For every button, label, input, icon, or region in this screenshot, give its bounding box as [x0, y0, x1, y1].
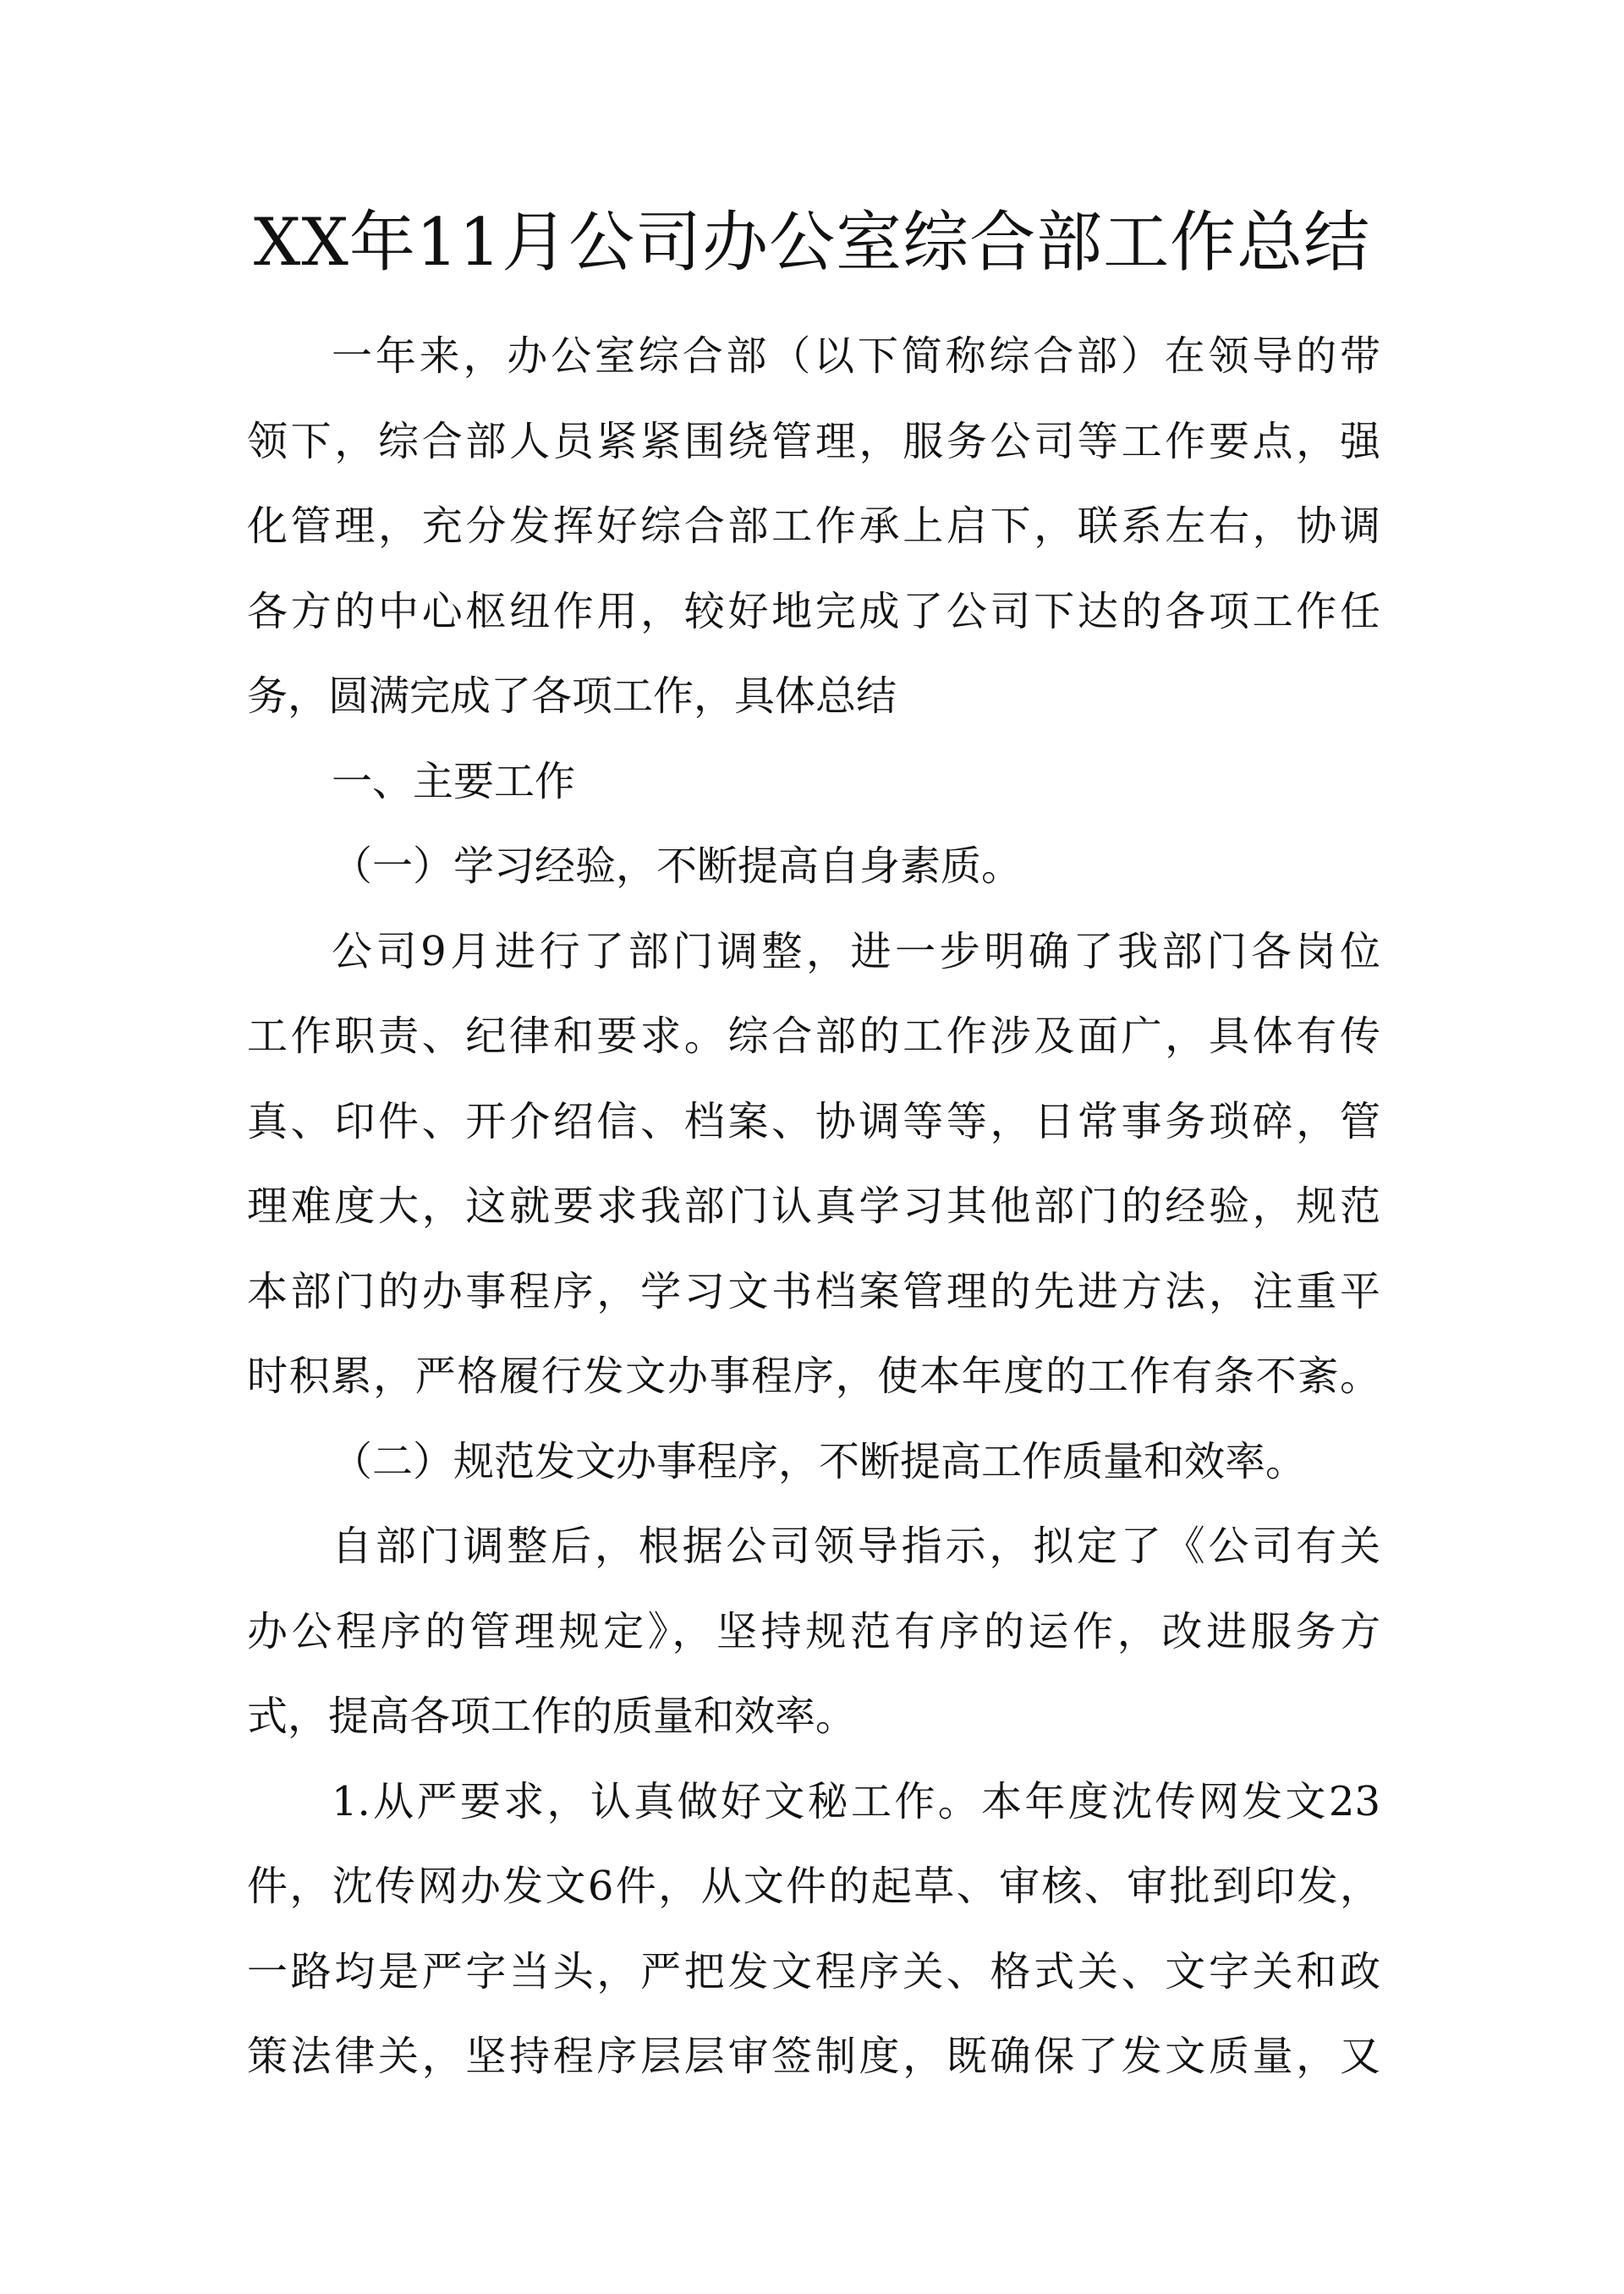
paragraph-line: 本部门的办事程序，学习文书档案管理的先进方法，注重平	[247, 1268, 1380, 1315]
subsection-heading: （二）规范发文办事程序，不断提高工作质量和效率。	[332, 1438, 1307, 1485]
paragraph-line: 理难度大，这就要求我部门认真学习其他部门的经验，规范	[247, 1183, 1380, 1230]
document-title: XX年11月公司办公室综合部工作总结	[253, 205, 1371, 281]
paragraph-line: 真、印件、开介绍信、档案、协调等等，日常事务琐碎，管	[247, 1098, 1380, 1145]
paragraph-line: 策法律关，坚持程序层层审签制度，既确保了发文质量，又	[247, 2033, 1380, 2080]
paragraph-line: 时积累，严格履行发文办事程序，使本年度的工作有条不紊。	[247, 1353, 1380, 1400]
paragraph-line: 式，提高各项工作的质量和效率。	[247, 1693, 857, 1740]
paragraph-line: 务，圆满完成了各项工作，具体总结	[247, 672, 897, 720]
paragraph-line: 1.从严要求，认真做好文秘工作。本年度沈传网发文23	[332, 1778, 1380, 1825]
paragraph-line: 一年来，办公室综合部（以下简称综合部）在领导的带	[332, 332, 1380, 380]
paragraph-line: 自部门调整后，根据公司领导指示，拟定了《公司有关	[332, 1523, 1380, 1570]
paragraph-line: 化管理，充分发挥好综合部工作承上启下，联系左右，协调	[247, 502, 1380, 550]
paragraph-line: 办公程序的管理规定》，坚持规范有序的运作，改进服务方	[247, 1608, 1380, 1655]
paragraph-line: 件，沈传网办发文6件，从文件的起草、审核、审批到印发，	[247, 1863, 1380, 1910]
paragraph-line: 公司9月进行了部门调整，进一步明确了我部门各岗位	[332, 928, 1380, 975]
paragraph-line: 各方的中心枢纽作用，较好地完成了公司下达的各项工作任	[247, 588, 1380, 635]
paragraph-line: 工作职责、纪律和要求。综合部的工作涉及面广，具体有传	[247, 1013, 1380, 1060]
section-heading: 一、主要工作	[332, 758, 576, 805]
subsection-heading: （一）学习经验，不断提高自身素质。	[332, 842, 1023, 890]
paragraph-line: 领下，综合部人员紧紧围绕管理，服务公司等工作要点，强	[247, 418, 1380, 465]
paragraph-line: 一路均是严字当头，严把发文程序关、格式关、文字关和政	[247, 1948, 1380, 1995]
